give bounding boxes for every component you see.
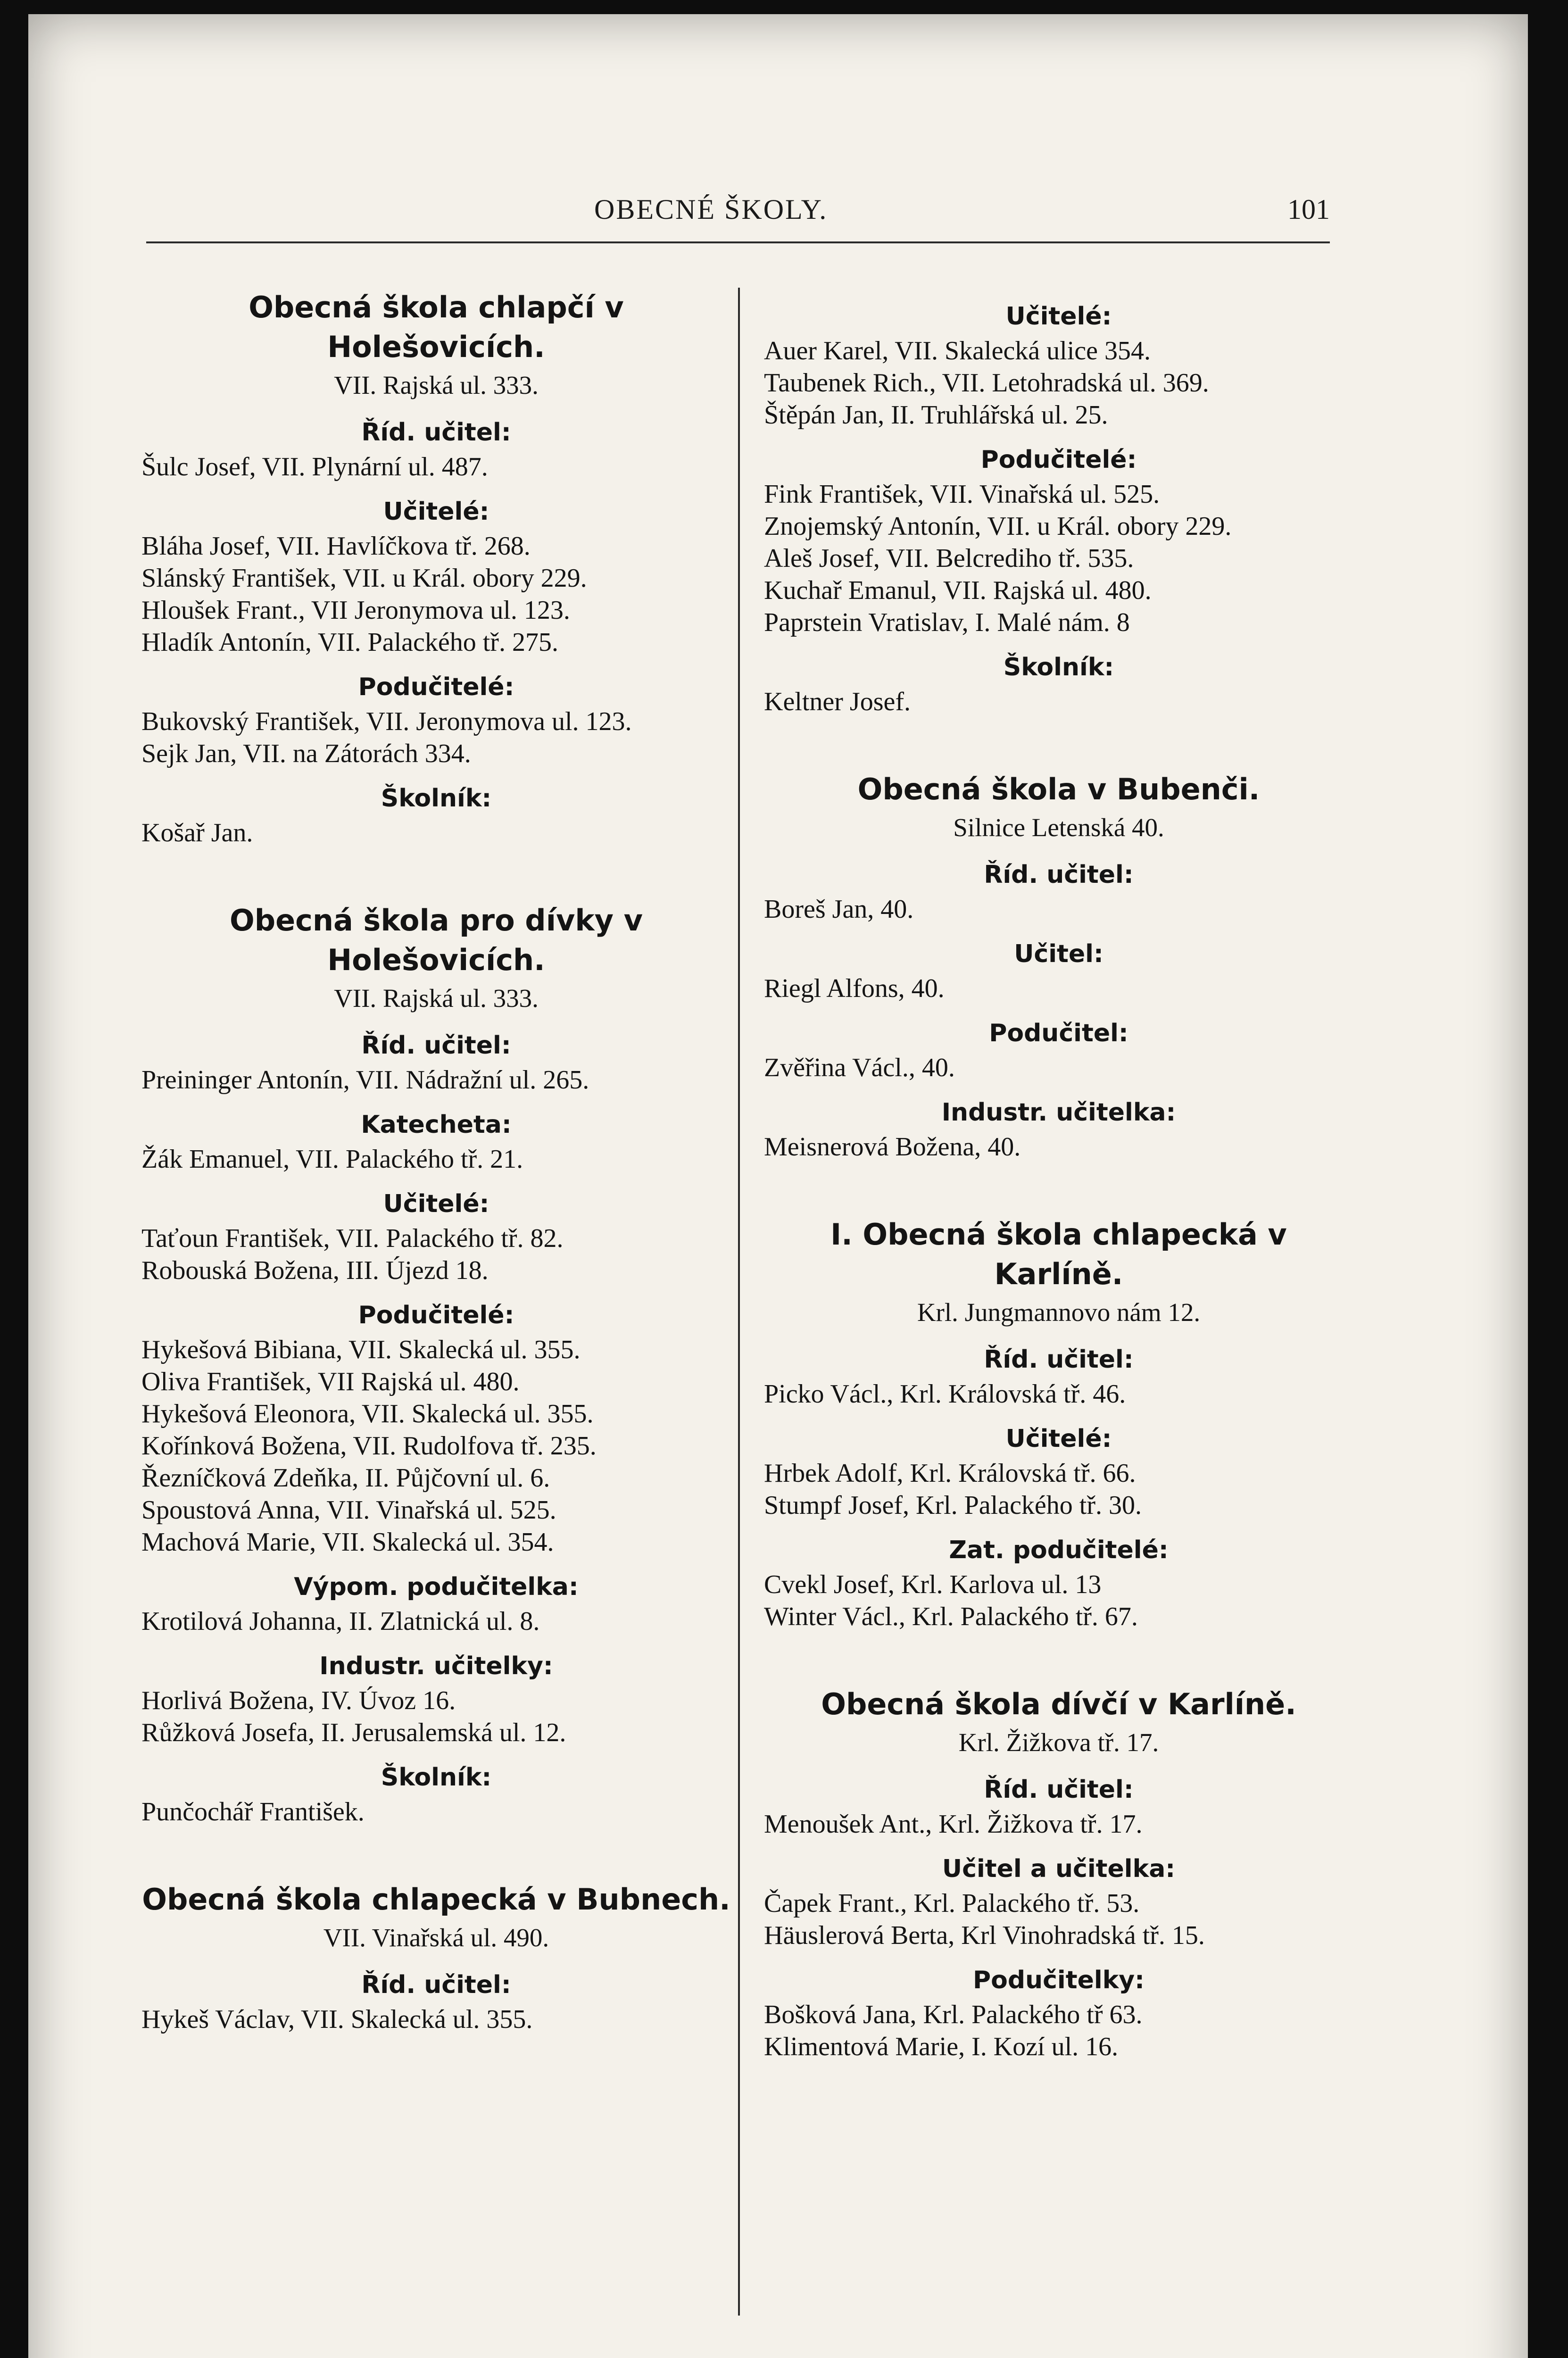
staff-heading: Říd. učitel: (361, 1971, 511, 1999)
staff-heading: Katecheta: (361, 1111, 512, 1139)
staff-entry: Žák Emanuel, VII. Palackého tř. 21. (141, 1145, 523, 1174)
section-spacer (764, 718, 1353, 770)
school-title: Obecná škola chlapčí v Holešovicích. (249, 290, 624, 364)
school-title: Obecná škola pro dívky v Holešovicích. (229, 903, 643, 977)
staff-entry: Meisnerová Božena, 40. (764, 1132, 1021, 1162)
staff-entry: Oliva František, VII Rajská ul. 480. (141, 1367, 520, 1396)
staff-entry: Preininger Antonín, VII. Nádražní ul. 265. (141, 1065, 589, 1095)
staff-heading: Podučitel: (989, 1019, 1128, 1047)
staff-entry: Hykešová Eleonora, VII. Skalecká ul. 355. (141, 1399, 594, 1428)
staff-entry: Häuslerová Berta, Krl Vinohradská tř. 15. (764, 1921, 1205, 1950)
school-title: Obecná škola dívčí v Karlíně. (821, 1687, 1296, 1721)
school-section (141, 849, 731, 1828)
staff-entry: Winter Václ., Krl. Palackého tř. 67. (764, 1602, 1138, 1631)
school-section (141, 1828, 731, 2035)
staff-entry: Hykešová Bibiana, VII. Skalecká ul. 355. (141, 1335, 581, 1364)
staff-entry: Krotilová Johanna, II. Zlatnická ul. 8. (141, 1607, 540, 1636)
staff-entry: Slánský František, VII. u Král. obory 229. (141, 564, 587, 593)
staff-entry: Hrbek Adolf, Krl. Královská tř. 66. (764, 1459, 1136, 1488)
staff-entry: Menoušek Ant., Krl. Žižkova tř. 17. (764, 1810, 1143, 1839)
staff-heading: Říd. učitel: (361, 1031, 511, 1060)
staff-entry: Znojemský Antonín, VII. u Král. obory 229. (764, 512, 1232, 541)
school-address: Krl. Jungmannovo nám 12. (917, 1298, 1201, 1327)
staff-heading: Učitelé: (383, 1190, 489, 1218)
staff-heading: Podučitelé: (358, 1301, 514, 1329)
staff-entry: Riegl Alfons, 40. (764, 974, 945, 1003)
school-address: Silnice Letenská 40. (953, 813, 1164, 842)
staff-entry: Stumpf Josef, Krl. Palackého tř. 30. (764, 1491, 1142, 1520)
school-address: VII. Vinařská ul. 490. (323, 1923, 549, 1952)
school-section (764, 718, 1353, 1163)
staff-heading: Podučitelé: (358, 673, 514, 701)
staff-heading: Školník: (381, 1763, 492, 1792)
column-divider (738, 288, 740, 2316)
staff-entry: Machová Marie, VII. Skalecká ul. 354. (141, 1528, 554, 1557)
page-header (141, 193, 1330, 236)
staff-entry: Košař Jan. (141, 818, 253, 847)
staff-entry: Spoustová Anna, VII. Vinařská ul. 525. (141, 1495, 556, 1525)
section-spacer (141, 849, 731, 901)
staff-heading: Učitel a učitelka: (942, 1855, 1176, 1883)
staff-entry: Šulc Josef, VII. Plynární ul. 487. (141, 452, 488, 482)
staff-entry: Štěpán Jan, II. Truhlářská ul. 25. (764, 400, 1108, 430)
running-title: OBECNÉ ŠKOLY. (594, 194, 828, 225)
left-column (141, 288, 731, 2035)
staff-heading: Industr. učitelky: (319, 1652, 553, 1680)
page-number: 101 (1287, 194, 1330, 225)
staff-entry: Bláha Josef, VII. Havlíčkova tř. 268. (141, 531, 531, 561)
staff-entry: Růžková Josefa, II. Jerusalemská ul. 12. (141, 1718, 566, 1747)
staff-entry: Fink František, VII. Vinařská ul. 525. (764, 480, 1160, 509)
school-address: VII. Rajská ul. 333. (334, 371, 539, 399)
school-title: Obecná škola v Bubenči. (857, 772, 1260, 806)
staff-heading: Podučitelky: (973, 1966, 1145, 1994)
staff-entry: Horlivá Božena, IV. Úvoz 16. (141, 1686, 456, 1715)
section-spacer (764, 1633, 1353, 1685)
staff-heading: Školník: (381, 784, 492, 813)
staff-heading: Říd. učitel: (984, 861, 1134, 889)
staff-heading: Podučitelé: (980, 446, 1137, 474)
staff-heading: Učitelé: (1005, 302, 1112, 331)
staff-entry: Taubenek Rich., VII. Letohradská ul. 369. (764, 368, 1209, 398)
staff-entry: Aleš Josef, VII. Belcrediho tř. 535. (764, 544, 1134, 573)
staff-entry: Paprstein Vratislav, I. Malé nám. 8 (764, 608, 1130, 637)
staff-entry: Bošková Jana, Krl. Palackého tř 63. (764, 2000, 1143, 2029)
staff-entry: Hykeš Václav, VII. Skalecká ul. 355. (141, 2005, 533, 2034)
school-section (764, 1163, 1353, 1633)
staff-entry: Klimentová Marie, I. Kozí ul. 16. (764, 2032, 1119, 2061)
staff-entry: Cvekl Josef, Krl. Karlova ul. 13 (764, 1570, 1102, 1599)
staff-entry: Keltner Josef. (764, 687, 911, 716)
header-rule (146, 241, 1330, 243)
school-section (141, 288, 731, 849)
staff-entry: Punčochář František. (141, 1797, 365, 1827)
staff-heading: Školník: (1003, 653, 1114, 681)
staff-heading: Učitelé: (383, 498, 489, 526)
staff-entry: Čapek Frant., Krl. Palackého tř. 53. (764, 1889, 1140, 1918)
staff-entry: Auer Karel, VII. Skalecká ulice 354. (764, 336, 1151, 365)
staff-heading: Říd. učitel: (361, 418, 511, 447)
staff-entry: Boreš Jan, 40. (764, 895, 914, 924)
school-address: VII. Rajská ul. 333. (334, 984, 539, 1013)
school-section (764, 1633, 1353, 2063)
staff-entry: Zvěřina Václ., 40. (764, 1053, 955, 1082)
staff-heading: Učitelé: (1005, 1425, 1112, 1453)
staff-heading: Industr. učitelka: (941, 1098, 1176, 1127)
staff-entry: Kořínková Božena, VII. Rudolfova tř. 235. (141, 1431, 597, 1461)
staff-heading: Výpom. podučitelka: (294, 1573, 579, 1601)
staff-entry: Kuchař Emanul, VII. Rajská ul. 480. (764, 576, 1152, 605)
staff-entry: Taťoun František, VII. Palackého tř. 82. (141, 1224, 564, 1253)
staff-entry: Sejk Jan, VII. na Zátorách 334. (141, 739, 471, 768)
section-spacer (764, 1163, 1353, 1215)
school-section (764, 298, 1353, 718)
staff-heading: Zat. podučitelé: (949, 1536, 1169, 1564)
right-column (764, 288, 1353, 2063)
staff-heading: Učitel: (1014, 940, 1103, 968)
staff-entry: Bukovský František, VII. Jeronymova ul. 123. (141, 707, 632, 736)
staff-entry: Robouská Božena, III. Újezd 18. (141, 1256, 489, 1285)
staff-entry: Řezníčková Zdeňka, II. Půjčovní ul. 6. (141, 1463, 550, 1493)
section-spacer (141, 1828, 731, 1880)
staff-entry: Picko Václ., Krl. Královská tř. 46. (764, 1379, 1126, 1409)
school-title: I. Obecná škola chlapecká v Karlíně. (830, 1217, 1287, 1291)
school-address: Krl. Žižkova tř. 17. (958, 1728, 1159, 1757)
staff-heading: Říd. učitel: (984, 1776, 1134, 1804)
school-title: Obecná škola chlapecká v Bubnech. (142, 1882, 730, 1917)
staff-entry: Hladík Antonín, VII. Palackého tř. 275. (141, 628, 558, 657)
staff-entry: Hloušek Frant., VII Jeronymova ul. 123. (141, 596, 570, 625)
staff-heading: Říd. učitel: (984, 1345, 1134, 1374)
